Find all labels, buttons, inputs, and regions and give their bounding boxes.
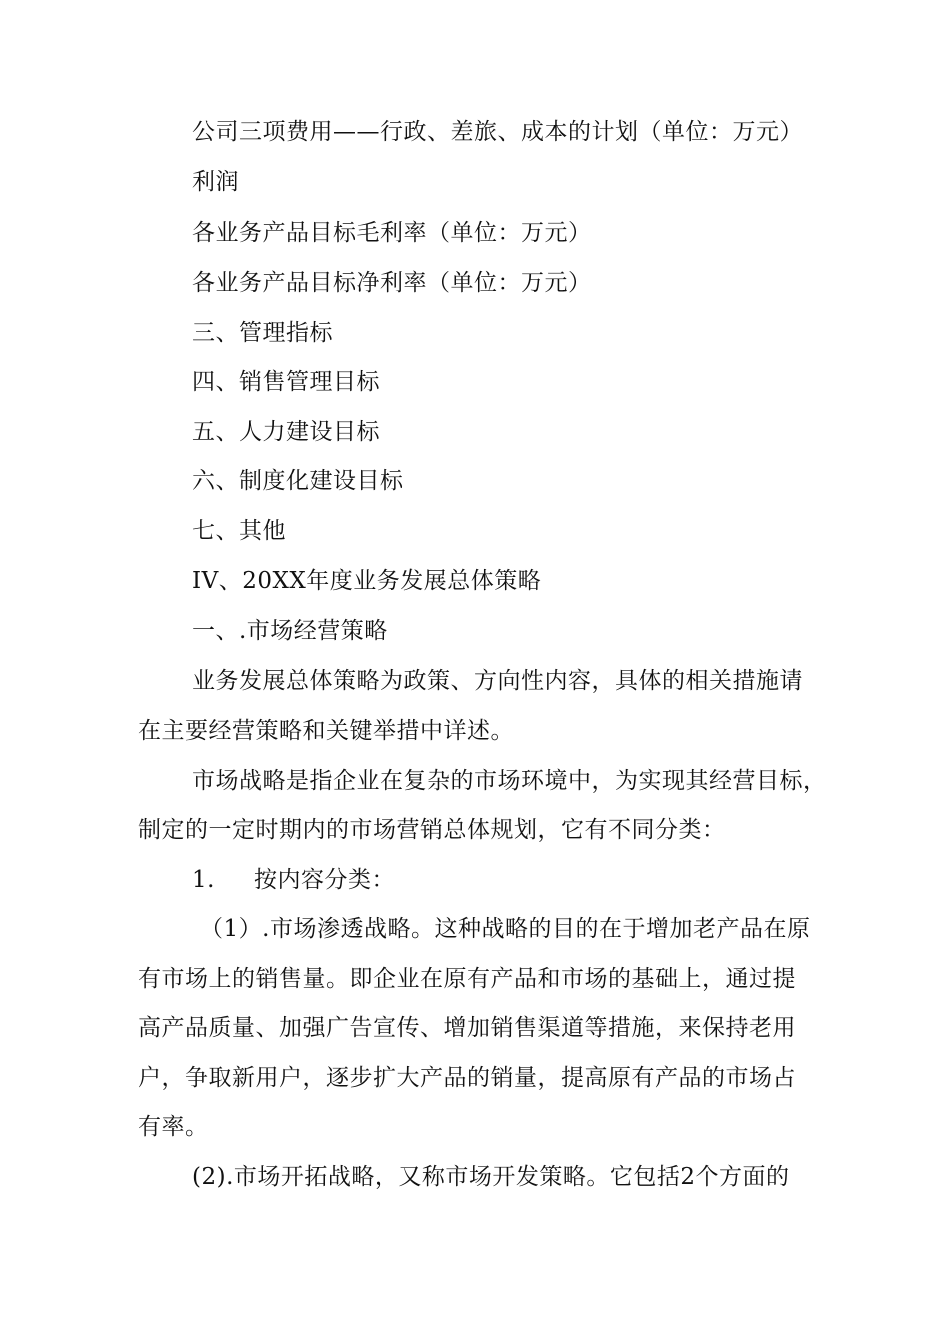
- paragraph-line: 有市场上的销售量。即企业在原有产品和市场的基础上，通过提: [138, 966, 796, 992]
- text-line: 公司三项费用——行政、差旅、成本的计划（单位：万元）: [192, 119, 803, 145]
- list-item-text: 按内容分类：: [254, 867, 395, 893]
- paragraph-line: 制定的一定时期内的市场营销总体规划，它有不同分类：: [138, 817, 726, 843]
- paragraph-line: （1）.市场渗透战略。这种战略的目的在于增加老产品在原: [200, 916, 811, 942]
- paragraph-line: 在主要经营策略和关键举措中详述。: [138, 718, 514, 744]
- paragraph-line: (2).市场开拓战略，又称市场开发策略。它包括2个方面的: [192, 1164, 790, 1190]
- text-line: 各业务产品目标净利率（单位：万元）: [192, 270, 592, 296]
- section-heading: 一、.市场经营策略: [192, 618, 388, 644]
- section-heading: 四、销售管理目标: [192, 369, 380, 395]
- paragraph-line: 户，争取新用户，逐步扩大产品的销量，提高原有产品的市场占: [138, 1065, 796, 1091]
- chapter-heading: IV、20XX年度业务发展总体策略: [192, 568, 542, 594]
- paragraph-line: 有率。: [138, 1114, 209, 1140]
- paragraph-line: 业务发展总体策略为政策、方向性内容，具体的相关措施请: [192, 668, 803, 694]
- text-line: 各业务产品目标毛利率（单位：万元）: [192, 220, 592, 246]
- section-heading: 三、管理指标: [192, 320, 333, 346]
- section-heading: 七、其他: [192, 518, 286, 544]
- list-number: 1.: [192, 867, 215, 893]
- text-line: 利润: [192, 169, 239, 195]
- list-item: [192, 865, 395, 895]
- paragraph-line: 高产品质量、加强广告宣传、增加销售渠道等措施，来保持老用: [138, 1015, 796, 1041]
- section-heading: 六、制度化建设目标: [192, 468, 404, 494]
- section-heading: 五、人力建设目标: [192, 419, 380, 445]
- paragraph-line: 市场战略是指企业在复杂的市场环境中，为实现其经营目标，: [192, 768, 827, 794]
